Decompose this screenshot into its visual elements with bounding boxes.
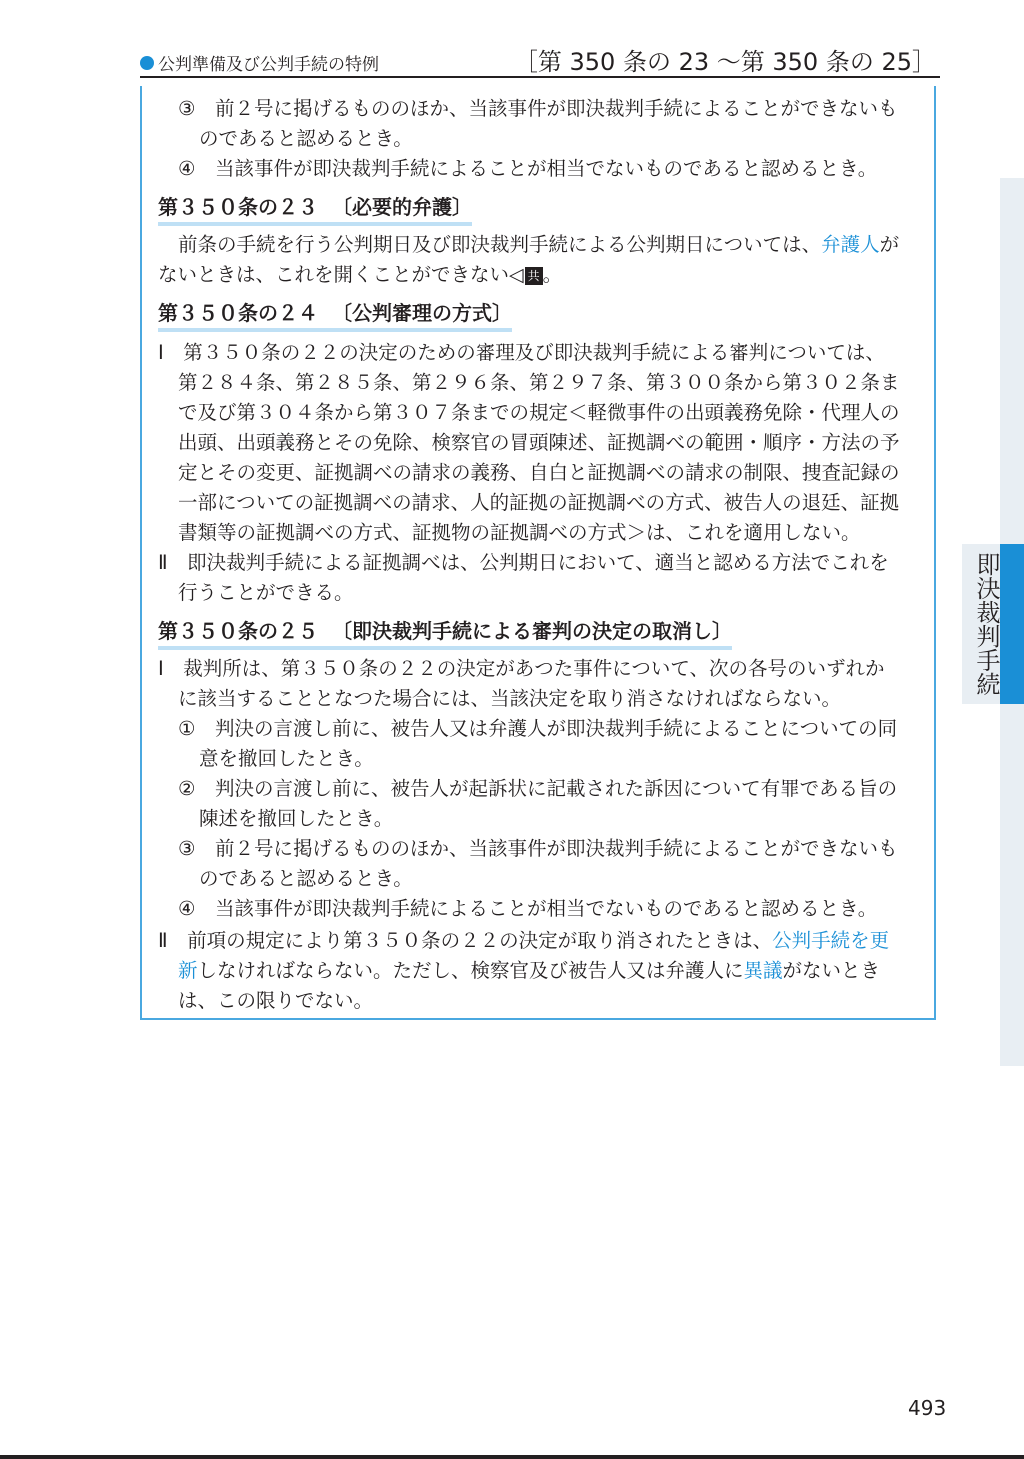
article-350-25-p2-text2: しなければならない。ただし、検察官及び被告人又は弁護人に (197, 959, 744, 982)
kouhan-koushin-link[interactable]: 公判手続を更 (772, 929, 890, 952)
page-number: 493 (908, 1396, 947, 1420)
article-350-24-p1-line5: 定とその変更、証拠調べの請求の義務、自白と証拠調べの請求の制限、捜査記録の (178, 461, 900, 484)
article-350-25-p2-text: Ⅱ 前項の規定により第３５０条の２２の決定が取り消されたときは、 (158, 929, 773, 952)
section-title (140, 50, 379, 75)
common-badge: 共 (525, 267, 543, 285)
article-350-24-p1-line1: Ⅰ 第３５０条の２２の決定のための審理及び即決裁判手続による審判については、 (158, 341, 885, 364)
intro-item-3-line2: のであると認めるとき。 (199, 127, 413, 150)
article-350-23-line1 (178, 230, 899, 260)
article-350-24-p1-line7: 書類等の証拠調べの方式、証拠物の証拠調べの方式＞は、これを適用しない。 (178, 521, 861, 544)
article-350-25-item1-line2: 意を撤回したとき。 (199, 747, 374, 770)
article-350-25-number: 第３５０条の２５ (158, 619, 318, 643)
bengonin-link[interactable]: 弁護人 (821, 233, 880, 256)
side-tab-label[interactable]: 即決裁判手続 (972, 552, 1000, 696)
article-350-25-item3-line2: のであると認めるとき。 (199, 867, 413, 890)
article-350-25-caption: 〔即決裁判手続による審判の決定の取消し〕 (332, 619, 732, 643)
article-350-25-item2-line1: ② 判決の言渡し前に、被告人が起訴状に記載された訴因について有罪である旨の (178, 777, 898, 800)
running-header (140, 40, 940, 78)
article-350-25-heading (158, 616, 732, 650)
article-350-23-number: 第３５０条の２３ (158, 195, 318, 219)
article-350-24-p1-line3: で及び第３０４条から第３０７条までの規定＜軽微事件の出頭義務免除・代理人の (178, 401, 900, 424)
article-350-24-p1-line4: 出頭、出頭義務とその免除、検察官の冒頭陳述、証拠調べの範囲・順序・方法の予 (178, 431, 900, 454)
bullet-dot-icon (140, 56, 154, 70)
article-350-24-p2-line2: 行うことができる。 (178, 581, 354, 604)
article-350-23-text2: ないときは、これを開くことができない (158, 263, 510, 286)
intro-item-3-line1: ③ 前２号に掲げるもののほか、当該事件が即決裁判手続によることができないも (178, 97, 898, 120)
article-350-23-line2 (158, 260, 562, 290)
igi-link[interactable]: 異議 (743, 959, 783, 982)
article-350-23-text-end: が (879, 233, 900, 256)
article-350-25-p1-line2: に該当することとなつた場合には、当該決定を取り消さなければならない。 (178, 687, 842, 710)
article-350-24-heading (158, 298, 512, 332)
article-350-25-item1-line1: ① 判決の言渡し前に、被告人又は弁護人が即決裁判手続によることについての同 (178, 717, 898, 740)
triangle-marker-icon: ◁ (509, 264, 524, 286)
article-350-23-heading (158, 192, 472, 226)
kouhan-koushin-link-cont[interactable]: 新 (178, 959, 198, 982)
article-350-25-item4-line1: ④ 当該事件が即決裁判手続によることが相当でないものであると認めるとき。 (178, 897, 878, 920)
side-tab-marker (1000, 544, 1024, 704)
article-350-23-period: 。 (542, 263, 563, 286)
article-350-25-item2-line2: 陳述を撤回したとき。 (199, 807, 394, 830)
article-350-24-caption: 〔公判審理の方式〕 (332, 301, 512, 325)
article-350-23-caption: 〔必要的弁護〕 (332, 195, 472, 219)
article-350-25-p2-line3: は、この限りでない。 (178, 989, 374, 1012)
article-350-25-item3-line1: ③ 前２号に掲げるもののほか、当該事件が即決裁判手続によることができないも (178, 837, 898, 860)
article-350-25-p1-line1: Ⅰ 裁判所は、第３５０条の２２の決定があつた事件について、次の各号のいずれか (158, 657, 885, 680)
section-title-text: 公判準備及び公判手続の特例 (158, 55, 379, 75)
article-350-25-p2-line2 (178, 956, 880, 986)
article-350-24-p1-line2: 第２８４条、第２８５条、第２９６条、第２９７条、第３００条から第３０２条ま (178, 371, 900, 394)
article-350-24-p2-line1: Ⅱ 即決裁判手続による証拠調べは、公判期日において、適当と認める方法でこれを (158, 551, 889, 574)
article-350-25-p2-line1 (158, 926, 889, 956)
article-350-25-p2-text3: がないとき (782, 959, 881, 982)
bottom-rule (0, 1455, 1024, 1459)
article-350-24-p1-line6: 一部についての証拠調べの請求、人的証拠の証拠調べの方式、被告人の退廷、証拠 (178, 491, 900, 514)
article-350-23-text: 前条の手続を行う公判期日及び即決裁判手続による公判期日については、 (178, 233, 822, 256)
article-range: ［第 350 条の 23 ～第 350 条の 25］ (513, 48, 936, 76)
intro-item-4-line1: ④ 当該事件が即決裁判手続によることが相当でないものであると認めるとき。 (178, 157, 878, 180)
article-350-24-number: 第３５０条の２４ (158, 301, 318, 325)
